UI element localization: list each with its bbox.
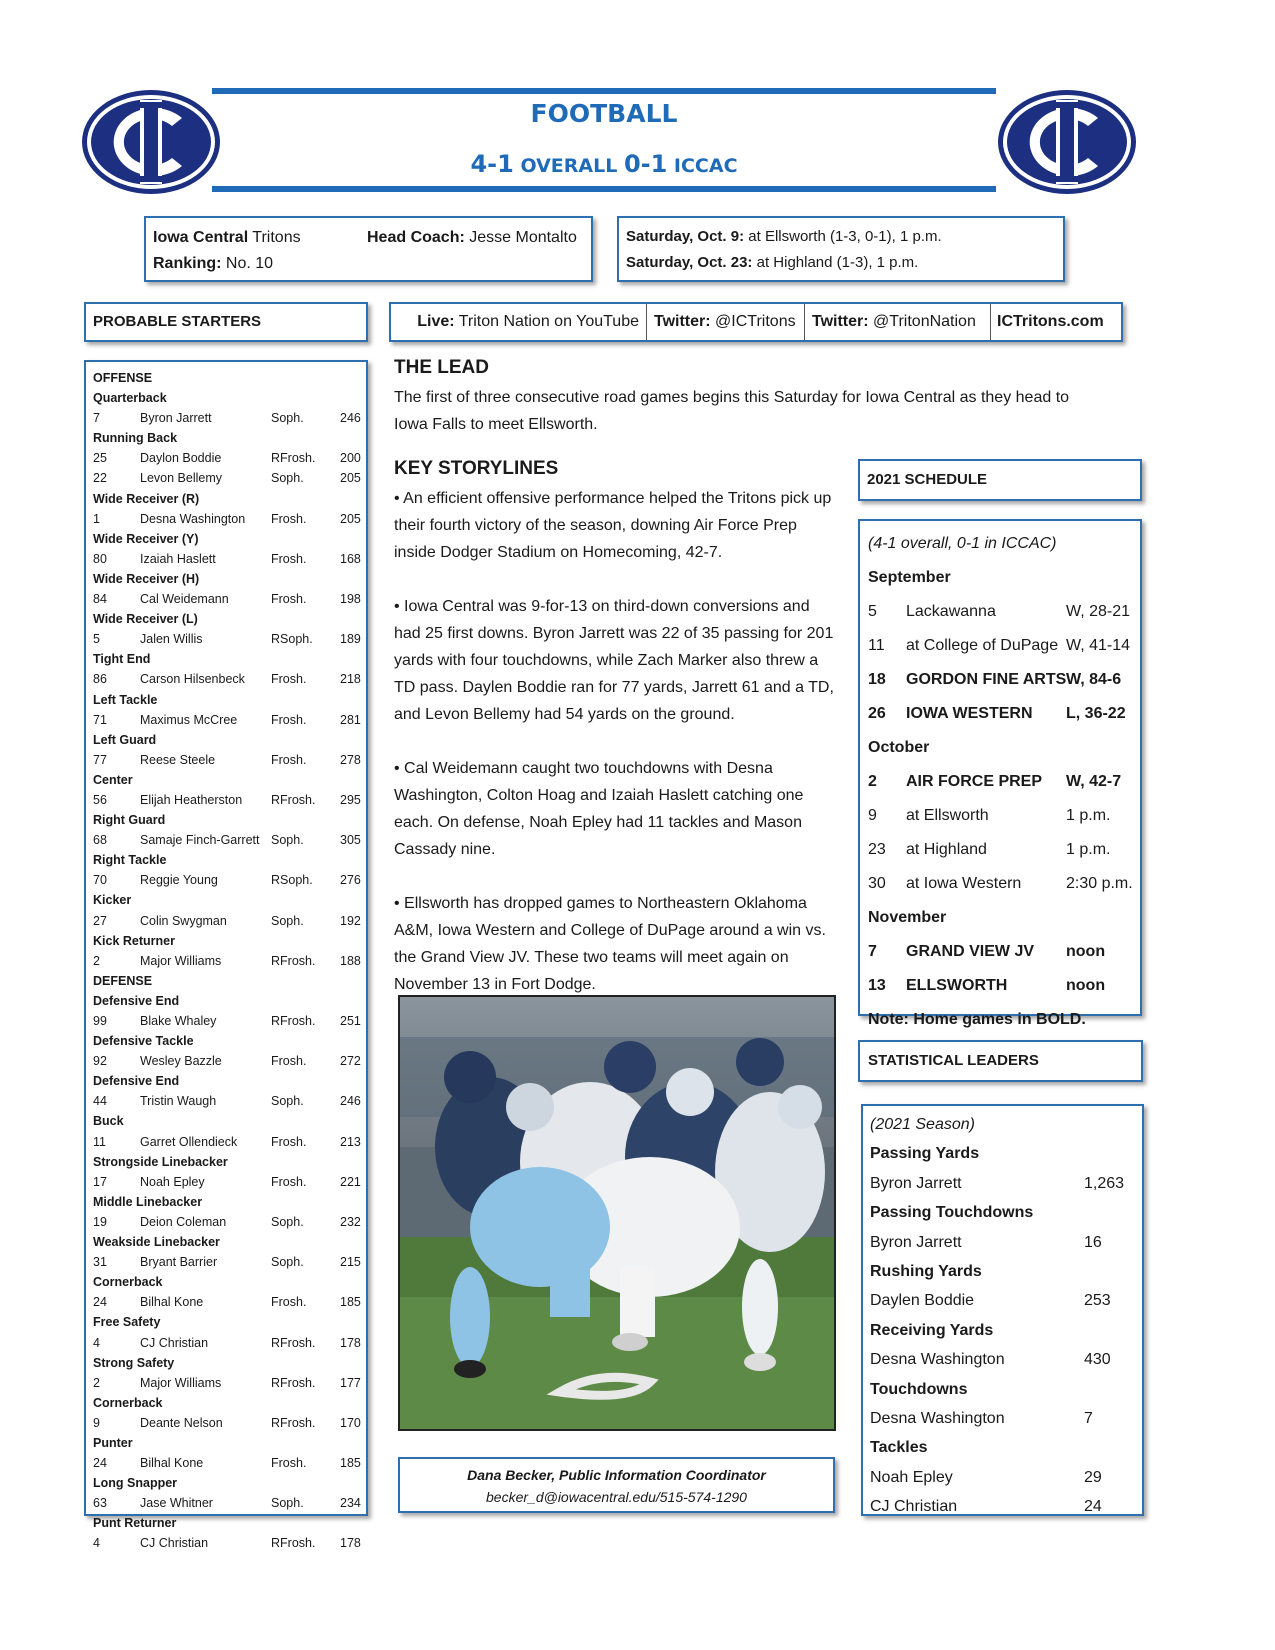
storyline-item: • Iowa Central was 9-for-13 on third-down conversions and had 25 first downs. Byron Jarrett was 22 of 35 passing for 201 yards with four touchdowns, while Zach Marker also threw a TD pass. Daylen Boddie ran for 77 yards, Jarrett 61 and a TD, and Levon Bellemy had 54 yards on the ground.	[394, 598, 834, 723]
class-year: Soph.	[271, 471, 304, 486]
player-weight: 276	[340, 873, 361, 888]
stat-leader	[870, 1345, 1142, 1374]
lead-title: THE LEAD	[394, 357, 489, 378]
jersey-number: 22	[93, 471, 107, 486]
player-name: Cal Weidemann	[140, 592, 229, 607]
player-weight: 272	[340, 1054, 361, 1069]
leader-name: Desna Washington	[870, 1351, 1005, 1369]
class-year: Frosh.	[271, 1134, 307, 1149]
position-heading: Punt Returner	[93, 1516, 177, 1531]
game-opponent: GORDON FINE ARTS	[906, 671, 1067, 688]
page-title: FOOTBALL	[530, 99, 678, 128]
class-year: Soph.	[271, 1094, 304, 1109]
leader-name: Daylen Boddie	[870, 1292, 975, 1310]
jersey-number: 4	[93, 1536, 100, 1551]
class-year: Soph.	[271, 1496, 304, 1511]
position-heading: Tight End	[93, 652, 151, 667]
position-heading: Right Tackle	[93, 853, 167, 868]
game-date: 30	[868, 875, 886, 892]
player-weight: 278	[340, 752, 361, 767]
starter-row	[93, 509, 366, 529]
contact-email-phone[interactable]: becker_d@iowacentral.edu/515-574-1290	[486, 1489, 747, 1505]
starter-row	[93, 589, 366, 609]
class-year: Soph.	[271, 411, 304, 426]
class-year: RFrosh.	[271, 1375, 316, 1390]
game-date: 23	[868, 841, 886, 858]
position-heading: Right Guard	[93, 813, 166, 828]
jersey-number: 2	[93, 953, 100, 968]
leader-value: 430	[1084, 1351, 1111, 1369]
starter-row	[93, 830, 366, 850]
schedule-game	[868, 697, 1140, 731]
record-overall-label: OVERALL	[513, 155, 624, 177]
stats-title: STATISTICAL LEADERS	[868, 1052, 1039, 1069]
starter-row	[93, 1292, 366, 1312]
schedule-list	[858, 519, 1142, 1028]
schedule-title-box	[858, 459, 1142, 501]
starter-row	[93, 790, 366, 810]
position-heading: Kick Returner	[93, 933, 175, 948]
starter-row	[93, 870, 366, 890]
player-weight: 221	[340, 1174, 361, 1189]
player-weight: 232	[340, 1214, 361, 1229]
position-heading: Kicker	[93, 893, 132, 908]
schedule-game	[868, 765, 1140, 799]
jersey-number: 99	[93, 1014, 107, 1028]
position-heading: DEFENSE	[93, 973, 153, 988]
schedule-game	[868, 935, 1140, 969]
schedule-subtitle: (4-1 overall, 0-1 in ICCAC)	[868, 535, 1057, 552]
player-weight: 215	[340, 1255, 361, 1270]
starter-row	[93, 1373, 366, 1393]
starters-list	[84, 360, 368, 1551]
game-date: 7	[868, 943, 877, 960]
game-date: 5	[868, 603, 877, 620]
starter-row	[93, 1413, 366, 1433]
player-name: Colin Swygman	[140, 913, 227, 928]
schedule-month: October	[868, 739, 930, 756]
ranking: Ranking: No. 10	[153, 255, 274, 272]
starters-title: PROBABLE STARTERS	[93, 313, 262, 330]
player-name: CJ Christian	[140, 1335, 209, 1350]
jersey-number: 84	[93, 592, 107, 607]
stat-category: Tackles	[870, 1439, 928, 1457]
jersey-number: 25	[93, 451, 107, 466]
jersey-number: 70	[93, 873, 107, 888]
class-year: RFrosh.	[271, 451, 316, 466]
schedule-month: November	[868, 909, 947, 926]
stat-category: Passing Yards	[870, 1145, 980, 1163]
game-result: W, 42-7	[1066, 773, 1122, 790]
storylines-body	[394, 485, 839, 1025]
class-year: Frosh.	[271, 592, 307, 607]
starters-title-box	[84, 302, 368, 342]
photo-illustration	[400, 997, 834, 1429]
player-name: Carson Hilsenbeck	[140, 672, 245, 687]
starter-row	[93, 951, 366, 971]
starter-row	[93, 1453, 366, 1473]
game-result: noon	[1066, 943, 1106, 960]
class-year: RFrosh.	[271, 1415, 316, 1430]
player-name: Reese Steele	[140, 752, 216, 767]
player-name: Noah Epley	[140, 1174, 205, 1189]
jersey-number: 27	[93, 913, 107, 928]
starter-row	[93, 1091, 366, 1111]
starter-row	[93, 750, 366, 770]
player-weight: 192	[340, 913, 361, 928]
jersey-number: 17	[93, 1174, 107, 1189]
starter-row	[93, 629, 366, 649]
jersey-number: 77	[93, 752, 107, 767]
position-heading: Running Back	[93, 431, 178, 446]
game-opponent: at College of DuPage	[906, 637, 1059, 654]
position-heading: Strong Safety	[93, 1355, 175, 1370]
record-conference-label: ICCAC	[667, 155, 738, 177]
schedule-game	[868, 629, 1140, 663]
position-heading: Wide Receiver (Y)	[93, 531, 199, 546]
position-heading: OFFENSE	[93, 371, 153, 385]
position-heading: Weakside Linebacker	[93, 1235, 220, 1250]
starter-row	[93, 1051, 366, 1071]
jersey-number: 11	[93, 1134, 106, 1149]
leader-value: 253	[1084, 1292, 1111, 1310]
stat-leader	[870, 1492, 1142, 1521]
jersey-number: 80	[93, 551, 107, 566]
class-year: RFrosh.	[271, 1335, 316, 1350]
jersey-number: 19	[93, 1214, 107, 1229]
schedule-game	[868, 799, 1140, 833]
player-weight: 185	[340, 1295, 361, 1310]
leader-value: 24	[1084, 1498, 1102, 1516]
player-name: Bilhal Kone	[140, 1295, 204, 1310]
position-heading: Quarterback	[93, 391, 167, 406]
starter-row	[93, 1212, 366, 1232]
class-year: RFrosh.	[271, 1536, 316, 1551]
schedule-game	[868, 595, 1140, 629]
player-name: Levon Bellemy	[140, 471, 222, 486]
schedule-game	[868, 969, 1140, 1003]
link-live[interactable]: Live: Triton Nation on YouTube	[391, 304, 647, 340]
player-weight: 205	[340, 511, 361, 526]
stat-leader	[870, 1404, 1142, 1433]
game-opponent: at Highland	[906, 841, 987, 858]
game-result: W, 84-6	[1066, 671, 1122, 688]
player-weight: 168	[340, 551, 361, 566]
class-year: RSoph.	[271, 873, 313, 888]
player-weight: 213	[340, 1134, 361, 1149]
link-twitter-ictritons[interactable]: Twitter: @ICTritons	[647, 304, 805, 340]
schedule-game	[868, 867, 1140, 901]
starter-row	[93, 1533, 366, 1553]
player-weight: 185	[340, 1456, 361, 1471]
player-weight: 295	[340, 792, 361, 807]
position-heading: Long Snapper	[93, 1476, 178, 1491]
position-heading: Left Guard	[93, 732, 157, 747]
jersey-number: 4	[93, 1335, 100, 1350]
jersey-number: 9	[93, 1415, 100, 1430]
position-heading: Defensive Tackle	[93, 1034, 194, 1049]
class-year: RSoph.	[271, 632, 313, 647]
player-name: Bilhal Kone	[140, 1456, 204, 1471]
jersey-number: 5	[93, 632, 100, 647]
starter-row	[93, 408, 366, 428]
class-year: Frosh.	[271, 1456, 307, 1471]
stat-leader	[870, 1286, 1142, 1315]
leader-name: CJ Christian	[870, 1498, 958, 1516]
player-name: Deante Nelson	[140, 1415, 223, 1430]
stat-leader	[870, 1228, 1142, 1257]
position-heading: Center	[93, 772, 133, 787]
jersey-number: 44	[93, 1094, 107, 1109]
position-heading: Cornerback	[93, 1395, 163, 1410]
starter-row	[93, 468, 366, 488]
leader-value: 1,263	[1084, 1174, 1125, 1192]
position-heading: Punter	[93, 1435, 133, 1450]
lead-text: The first of three consecutive road games begins this Saturday for Iowa Central as they head to Iowa Falls to meet Ellsworth.	[394, 389, 1070, 433]
position-heading: Free Safety	[93, 1315, 161, 1330]
class-year: Frosh.	[271, 1295, 307, 1310]
position-heading: Wide Receiver (H)	[93, 571, 200, 586]
game-opponent: IOWA WESTERN	[906, 705, 1033, 722]
storyline-item: • Cal Weidemann caught two touchdowns with Desna Washington, Colton Hoag and Izaiah Haslett catching one each. On defense, Noah Epley had 11 tackles and Mason Cassady nine.	[394, 760, 804, 858]
contact-name: Dana Becker, Public Information Coordinator	[467, 1467, 766, 1483]
header-rule-bottom	[212, 186, 996, 192]
link-website[interactable]: ICTritons.com	[997, 313, 1104, 330]
class-year: RFrosh.	[271, 792, 316, 807]
player-weight: 234	[340, 1496, 361, 1511]
player-name: Garret Ollendieck	[140, 1134, 238, 1149]
leader-value: 29	[1084, 1468, 1102, 1486]
game-date: 11	[868, 637, 885, 654]
game-result: 1 p.m.	[1066, 807, 1111, 824]
starter-row	[93, 1172, 366, 1192]
game-date: 18	[868, 671, 886, 688]
starter-row	[93, 1333, 366, 1353]
head-coach: Head Coach: Jesse Montalto	[367, 229, 577, 246]
player-name: Deion Coleman	[140, 1214, 227, 1229]
ic-logo-right	[996, 88, 1138, 196]
upcoming-game: Saturday, Oct. 9: at Ellsworth (1-3, 0-1), 1 p.m.	[626, 228, 942, 245]
media-links-bar	[389, 302, 1123, 342]
jersey-number: 68	[93, 833, 107, 848]
class-year: Soph.	[271, 1214, 304, 1229]
class-year: Frosh.	[271, 511, 307, 526]
team-name: Iowa Central Tritons	[153, 229, 301, 246]
leader-value: 16	[1084, 1233, 1102, 1251]
class-year: Soph.	[271, 913, 304, 928]
stats-title-box	[858, 1040, 1143, 1082]
leader-name: Noah Epley	[870, 1468, 953, 1486]
upcoming-game: Saturday, Oct. 23: at Highland (1-3), 1 p.m.	[626, 254, 919, 271]
player-weight: 188	[340, 953, 361, 968]
game-result: noon	[1066, 977, 1106, 994]
player-name: Jase Whitner	[140, 1496, 213, 1511]
player-name: Desna Washington	[140, 511, 246, 526]
jersey-number: 71	[93, 712, 107, 727]
jersey-number: 31	[93, 1255, 107, 1270]
record-overall: 4-1	[470, 150, 514, 178]
player-name: Tristin Waugh	[140, 1094, 217, 1109]
player-weight: 281	[340, 712, 361, 727]
starter-row	[93, 1011, 366, 1031]
jersey-number: 1	[93, 511, 100, 526]
class-year: Frosh.	[271, 1174, 307, 1189]
upcoming-games-box	[617, 216, 1065, 282]
position-heading: Cornerback	[93, 1275, 163, 1290]
player-name: Byron Jarrett	[140, 411, 212, 426]
game-result: W, 28-21	[1066, 603, 1131, 620]
class-year: Soph.	[271, 833, 304, 848]
schedule-title: 2021 SCHEDULE	[867, 471, 988, 488]
player-name: Samaje Finch-Garrett	[140, 833, 260, 848]
player-name: Daylon Boddie	[140, 451, 222, 466]
contact-box	[398, 1457, 835, 1513]
player-name: CJ Christian	[140, 1536, 209, 1551]
link-twitter-tritonnation[interactable]: Twitter: @TritonNation	[805, 304, 991, 340]
position-heading: Wide Receiver (R)	[93, 491, 200, 506]
game-opponent: ELLSWORTH	[906, 977, 1008, 994]
team-info-box	[144, 216, 593, 282]
starter-row	[93, 710, 366, 730]
class-year: Frosh.	[271, 752, 307, 767]
position-heading: Left Tackle	[93, 692, 158, 707]
stats-list	[861, 1104, 1144, 1516]
position-heading: Buck	[93, 1114, 124, 1129]
stat-category: Receiving Yards	[870, 1321, 994, 1339]
stat-leader	[870, 1169, 1142, 1198]
stat-category: Passing Touchdowns	[870, 1204, 1034, 1222]
header-rule-top	[212, 88, 996, 94]
starter-row	[93, 448, 366, 468]
game-opponent: AIR FORCE PREP	[906, 773, 1043, 790]
starter-row	[93, 549, 366, 569]
player-weight: 246	[340, 1094, 361, 1109]
game-opponent: at Ellsworth	[906, 807, 989, 824]
position-heading: Strongside Linebacker	[93, 1154, 228, 1169]
game-date: 2	[868, 773, 877, 790]
record-line	[212, 150, 996, 178]
game-result: 2:30 p.m.	[1066, 875, 1133, 892]
jersey-number: 24	[93, 1456, 107, 1471]
leader-name: Desna Washington	[870, 1409, 1005, 1427]
class-year: Frosh.	[271, 712, 307, 727]
schedule-month: September	[868, 569, 951, 586]
player-weight: 205	[340, 471, 361, 486]
player-weight: 218	[340, 672, 361, 687]
stats-subtitle: (2021 Season)	[870, 1116, 975, 1133]
player-name: Reggie Young	[140, 873, 218, 888]
jersey-number: 56	[93, 792, 107, 807]
leader-value: 7	[1084, 1409, 1093, 1427]
player-weight: 200	[340, 451, 361, 466]
player-weight: 178	[340, 1536, 361, 1551]
starter-row	[93, 1252, 366, 1272]
schedule-game	[868, 663, 1140, 697]
schedule-month: Note: Home games in BOLD.	[868, 1011, 1086, 1028]
player-weight: 251	[340, 1014, 361, 1028]
jersey-number: 24	[93, 1295, 107, 1310]
ic-logo-left	[80, 88, 222, 196]
stat-category: Touchdowns	[870, 1380, 968, 1398]
player-weight: 189	[340, 632, 361, 647]
game-result: W, 41-14	[1066, 637, 1131, 654]
player-name: Major Williams	[140, 1375, 222, 1390]
position-heading: Defensive End	[93, 1074, 180, 1089]
player-weight: 177	[340, 1375, 361, 1390]
position-heading: Defensive End	[93, 993, 180, 1008]
jersey-number: 7	[93, 411, 100, 426]
position-heading: Wide Receiver (L)	[93, 612, 198, 627]
player-name: Maximus McCree	[140, 712, 238, 727]
storylines-title: KEY STORYLINES	[394, 458, 559, 479]
game-date: 26	[868, 705, 886, 722]
game-opponent: GRAND VIEW JV	[906, 943, 1035, 960]
stat-category: Rushing Yards	[870, 1262, 982, 1280]
player-weight: 305	[340, 833, 361, 848]
class-year: Soph.	[271, 1255, 304, 1270]
storyline-item: • An efficient offensive performance helped the Tritons pick up their fourth victory of the season, downing Air Force Prep inside Dodger Stadium on Homecoming, 42-7.	[394, 490, 832, 561]
player-name: Wesley Bazzle	[140, 1054, 222, 1069]
starter-row	[93, 911, 366, 931]
player-name: Blake Whaley	[140, 1014, 217, 1028]
class-year: RFrosh.	[271, 953, 316, 968]
jersey-number: 2	[93, 1375, 100, 1390]
player-name: Jalen Willis	[140, 632, 203, 647]
jersey-number: 63	[93, 1496, 107, 1511]
class-year: Frosh.	[271, 551, 307, 566]
game-opponent: Lackawanna	[906, 603, 996, 620]
class-year: RFrosh.	[271, 1014, 316, 1028]
player-name: Bryant Barrier	[140, 1255, 218, 1270]
player-name: Izaiah Haslett	[140, 551, 216, 566]
player-weight: 246	[340, 411, 361, 426]
class-year: Frosh.	[271, 672, 307, 687]
player-name: Elijah Heatherston	[140, 792, 243, 807]
jersey-number: 92	[93, 1054, 107, 1069]
player-weight: 178	[340, 1335, 361, 1350]
player-weight: 198	[340, 592, 361, 607]
game-result: 1 p.m.	[1066, 841, 1111, 858]
starter-row	[93, 1132, 366, 1152]
player-weight: 170	[340, 1415, 361, 1430]
storyline-item: • Ellsworth has dropped games to Northeastern Oklahoma A&M, Iowa Western and College of DuPage around a win vs. the Grand View JV. These two teams will meet again on November 13 in Fort Dodge.	[394, 895, 826, 993]
schedule-game	[868, 833, 1140, 867]
starter-row	[93, 1493, 366, 1513]
game-opponent: at Iowa Western	[906, 875, 1022, 892]
game-date: 9	[868, 807, 877, 824]
game-action-photo	[398, 995, 836, 1431]
player-name: Major Williams	[140, 953, 222, 968]
class-year: Frosh.	[271, 1054, 307, 1069]
leader-name: Byron Jarrett	[870, 1233, 962, 1251]
starter-row	[93, 669, 366, 689]
game-date: 13	[868, 977, 886, 994]
game-result: L, 36-22	[1066, 705, 1126, 722]
position-heading: Middle Linebacker	[93, 1194, 203, 1209]
leader-name: Byron Jarrett	[870, 1174, 962, 1192]
stat-leader	[870, 1463, 1142, 1492]
record-conference: 0-1	[623, 150, 668, 178]
jersey-number: 86	[93, 672, 107, 687]
